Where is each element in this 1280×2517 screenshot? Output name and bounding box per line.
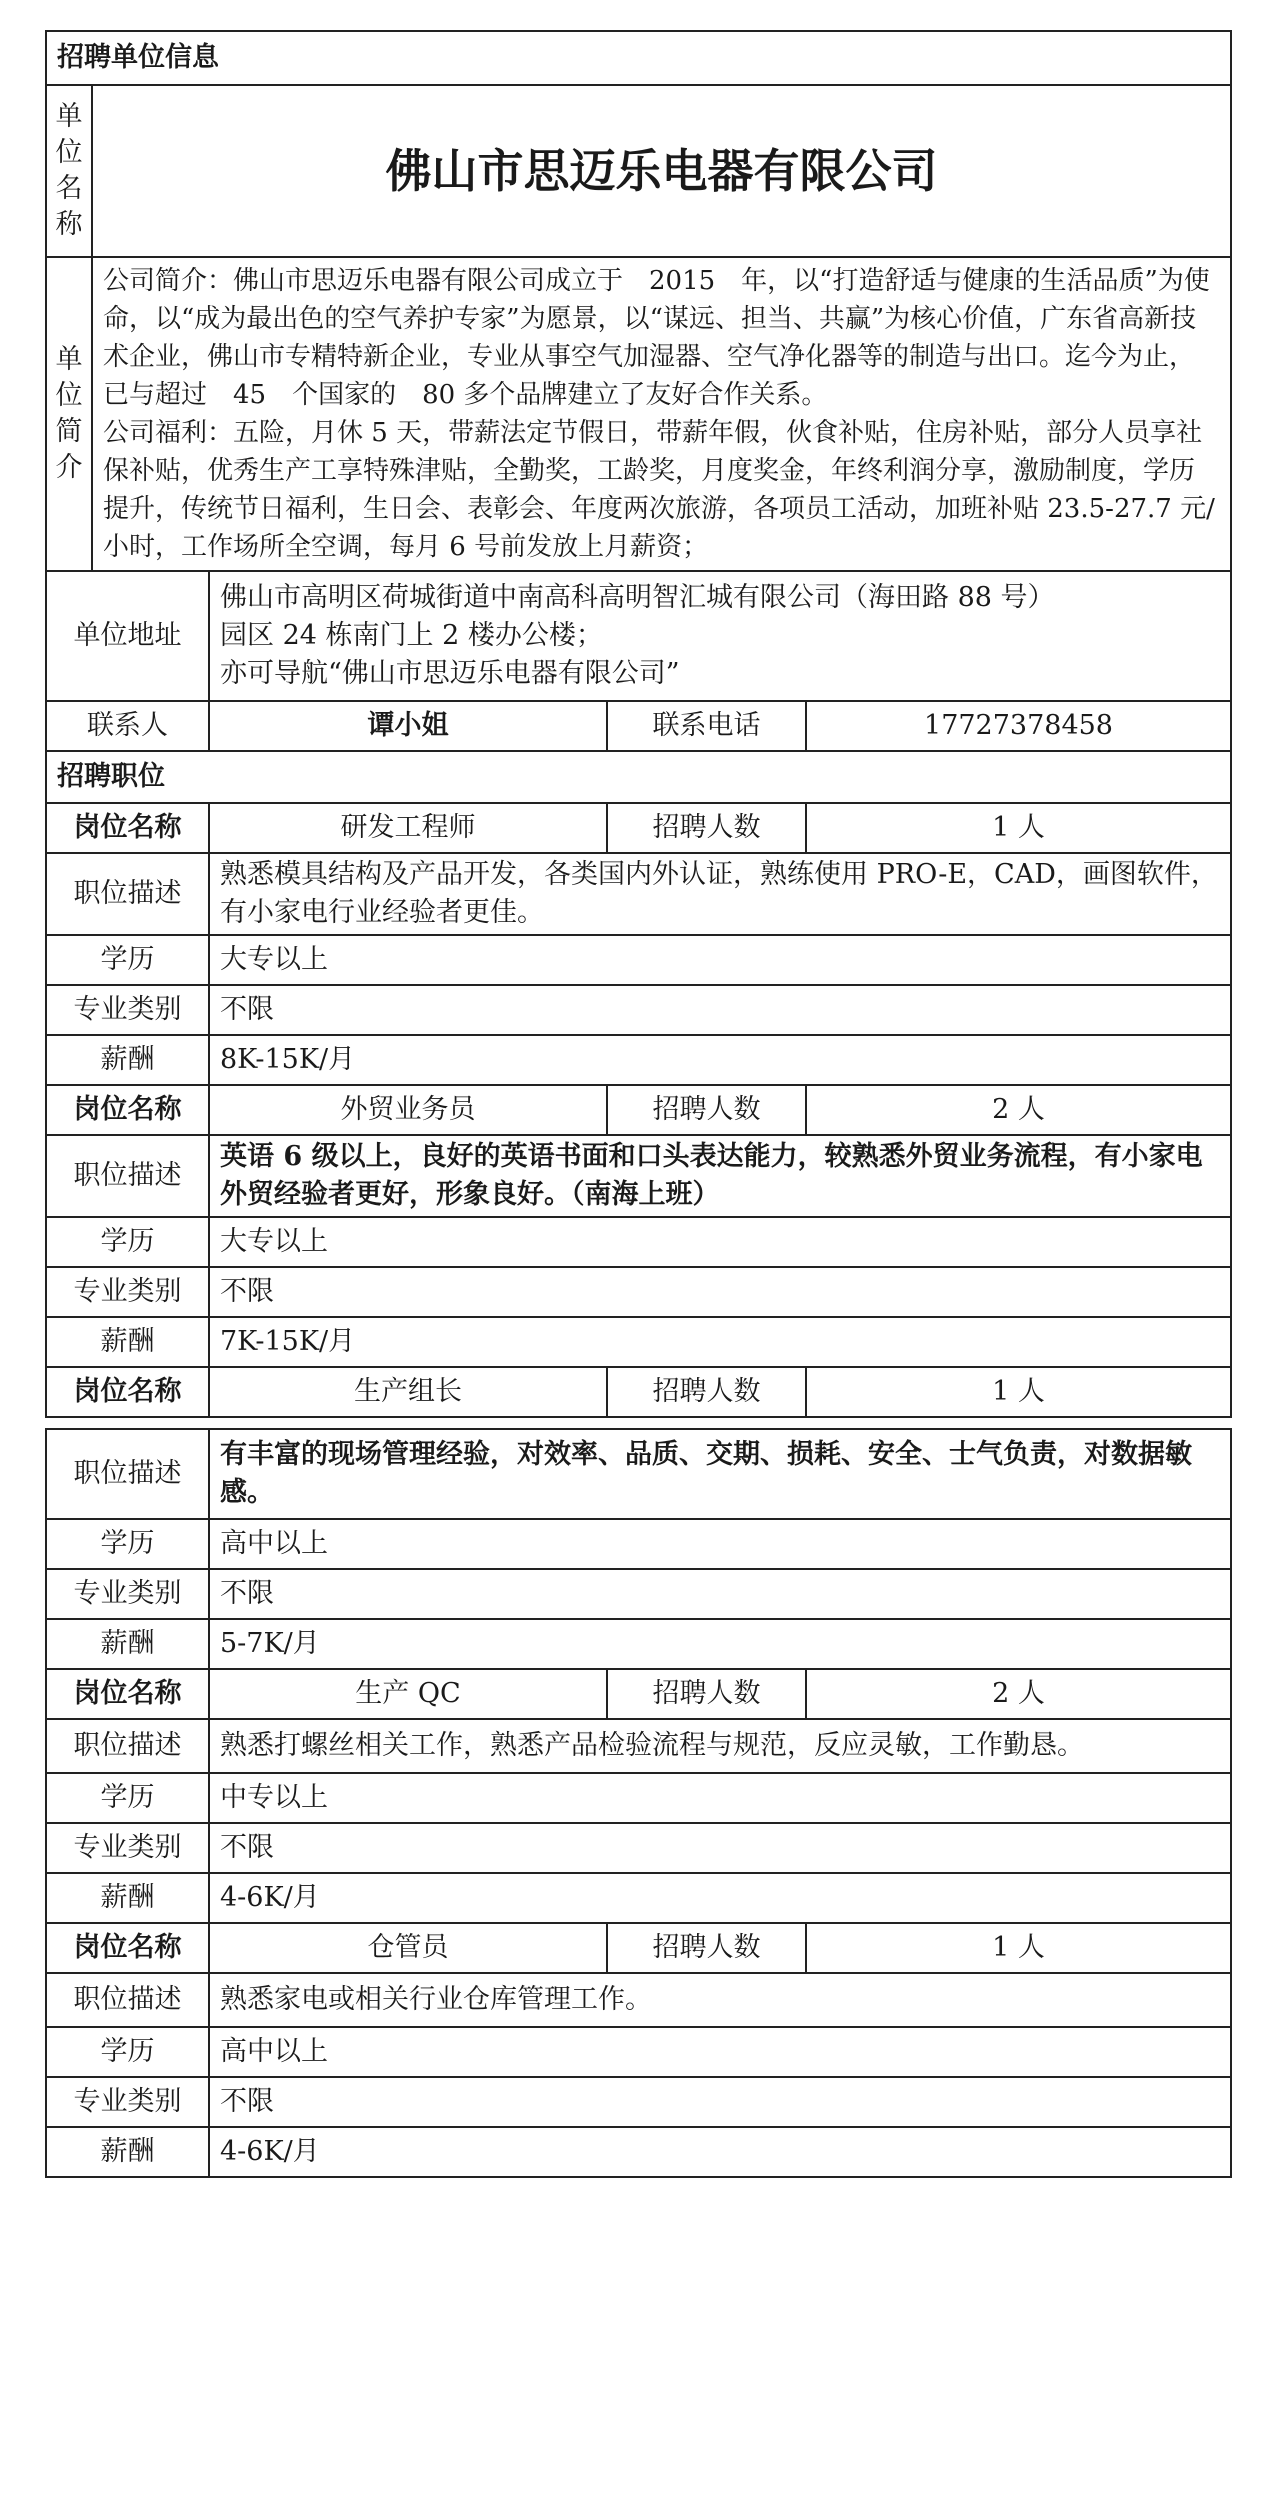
- desc-label: 职位描述: [46, 1135, 209, 1217]
- salary-label: 薪酬: [46, 1619, 209, 1669]
- job-title: 生产 QC: [209, 1669, 607, 1719]
- count-label: 招聘人数: [607, 1085, 806, 1135]
- salary-label: 薪酬: [46, 1035, 209, 1085]
- company-intro: 公司简介：佛山市思迈乐电器有限公司成立于 2015 年，以“打造舒适与健康的生活品质”为使命，以“成为最出色的空气养护专家”为愿景，以“谋远、担当、共赢”为核心价值，广东省高新技术企业，佛山市专精特新企业，专业从事空气加湿器、空气净化器等的制造与出口。迄今为止，已与超过 45 个国家的 80 多个品牌建立了友好合作关系。: [103, 266, 1210, 410]
- job-title: 仓管员: [209, 1923, 607, 1973]
- job-table-continued: [45, 1428, 1232, 1670]
- job-title: 外贸业务员: [209, 1085, 607, 1135]
- salary-label: 薪酬: [46, 2127, 209, 2177]
- major-label: 专业类别: [46, 2077, 209, 2127]
- desc-label: 职位描述: [46, 853, 209, 935]
- address-line-3: 亦可导航“佛山市思迈乐电器有限公司”: [220, 658, 680, 689]
- position-label: 岗位名称: [46, 1669, 209, 1719]
- job-salary: 7K-15K/月: [209, 1317, 1231, 1367]
- job-major: 不限: [209, 985, 1231, 1035]
- job-major: 不限: [209, 1569, 1231, 1619]
- job-table: [45, 802, 1232, 1086]
- job-description: 英语 6 级以上，良好的英语书面和口头表达能力，较熟悉外贸业务流程，有小家电外贸经验者更好，形象良好。（南海上班）: [209, 1135, 1231, 1217]
- major-label: 专业类别: [46, 1569, 209, 1619]
- edu-label: 学历: [46, 935, 209, 985]
- salary-label: 薪酬: [46, 1873, 209, 1923]
- job-major: 不限: [209, 1823, 1231, 1873]
- job-salary: 8K-15K/月: [209, 1035, 1231, 1085]
- phone-number: 17727378458: [806, 701, 1231, 751]
- count-label: 招聘人数: [607, 803, 806, 853]
- job-description: 熟悉家电或相关行业仓库管理工作。: [209, 1973, 1231, 2027]
- major-label: 专业类别: [46, 1267, 209, 1317]
- contact-name: 谭小姐: [209, 701, 607, 751]
- company-intro-cell: [92, 257, 1231, 571]
- job-salary: 4-6K/月: [209, 1873, 1231, 1923]
- major-label: 专业类别: [46, 985, 209, 1035]
- company-name-label: 单位名称: [46, 85, 92, 257]
- job-table: [45, 1922, 1232, 2178]
- jobs-list: [45, 802, 1232, 2178]
- job-education: 高中以上: [209, 2027, 1231, 2077]
- job-description: 熟悉模具结构及产品开发，各类国内外认证，熟练使用 PRO-E，CAD，画图软件，有小家电行业经验者更佳。: [209, 853, 1231, 935]
- position-label: 岗位名称: [46, 803, 209, 853]
- count-label: 招聘人数: [607, 1367, 806, 1417]
- job-count: 2 人: [806, 1669, 1231, 1719]
- job-major: 不限: [209, 1267, 1231, 1317]
- job-salary: 4-6K/月: [209, 2127, 1231, 2177]
- edu-label: 学历: [46, 1773, 209, 1823]
- recruitment-sheet: [45, 30, 1232, 2178]
- major-label: 专业类别: [46, 1823, 209, 1873]
- job-major: 不限: [209, 2077, 1231, 2127]
- position-label: 岗位名称: [46, 1923, 209, 1973]
- job-education: 大专以上: [209, 1217, 1231, 1267]
- job-salary: 5-7K/月: [209, 1619, 1231, 1669]
- position-label: 岗位名称: [46, 1085, 209, 1135]
- edu-label: 学历: [46, 1217, 209, 1267]
- job-table: [45, 1366, 1232, 1418]
- job-count: 2 人: [806, 1085, 1231, 1135]
- job-description: 有丰富的现场管理经验，对效率、品质、交期、损耗、安全、士气负责，对数据敏感。: [209, 1429, 1231, 1519]
- count-label: 招聘人数: [607, 1669, 806, 1719]
- company-contact-table: [45, 570, 1232, 804]
- salary-label: 薪酬: [46, 1317, 209, 1367]
- positions-section-header: 招聘职位: [46, 751, 1231, 803]
- edu-label: 学历: [46, 1519, 209, 1569]
- job-title: 研发工程师: [209, 803, 607, 853]
- company-info-table: [45, 30, 1232, 572]
- job-education: 大专以上: [209, 935, 1231, 985]
- job-description: 熟悉打螺丝相关工作，熟悉产品检验流程与规范，反应灵敏，工作勤恳。: [209, 1719, 1231, 1773]
- job-title: 生产组长: [209, 1367, 607, 1417]
- job-count: 1 人: [806, 803, 1231, 853]
- desc-label: 职位描述: [46, 1429, 209, 1519]
- company-intro-label: 单位简介: [46, 257, 92, 571]
- job-table: [45, 1668, 1232, 1924]
- job-education: 高中以上: [209, 1519, 1231, 1569]
- job-table: [45, 1084, 1232, 1368]
- address-label: 单位地址: [46, 571, 209, 701]
- job-count: 1 人: [806, 1923, 1231, 1973]
- address-line-1: 佛山市高明区荷城街道中南高科高明智汇城有限公司（海田路 88 号）: [220, 582, 1055, 613]
- address-line-2: 园区 24 栋南门上 2 楼办公楼；: [220, 620, 603, 651]
- desc-label: 职位描述: [46, 1973, 209, 2027]
- address-cell: [209, 571, 1231, 701]
- edu-label: 学历: [46, 2027, 209, 2077]
- company-welfare: 公司福利：五险，月休 5 天，带薪法定节假日，带薪年假，伙食补贴，住房补贴，部分人员享社保补贴，优秀生产工享特殊津贴，全勤奖，工龄奖，月度奖金，年终利润分享，激励制度，学历提升，传统节日福利，生日会、表彰会、年度两次旅游，各项员工活动，加班补贴 23.5-27.7 元/小时，工作场所全空调，每月 6 号前发放上月薪资；: [103, 418, 1215, 562]
- position-label: 岗位名称: [46, 1367, 209, 1417]
- contact-label: 联系人: [46, 701, 209, 751]
- job-education: 中专以上: [209, 1773, 1231, 1823]
- phone-label: 联系电话: [607, 701, 806, 751]
- count-label: 招聘人数: [607, 1923, 806, 1973]
- desc-label: 职位描述: [46, 1719, 209, 1773]
- company-section-header: 招聘单位信息: [46, 31, 1231, 85]
- job-count: 1 人: [806, 1367, 1231, 1417]
- company-name: 佛山市思迈乐电器有限公司: [92, 85, 1231, 257]
